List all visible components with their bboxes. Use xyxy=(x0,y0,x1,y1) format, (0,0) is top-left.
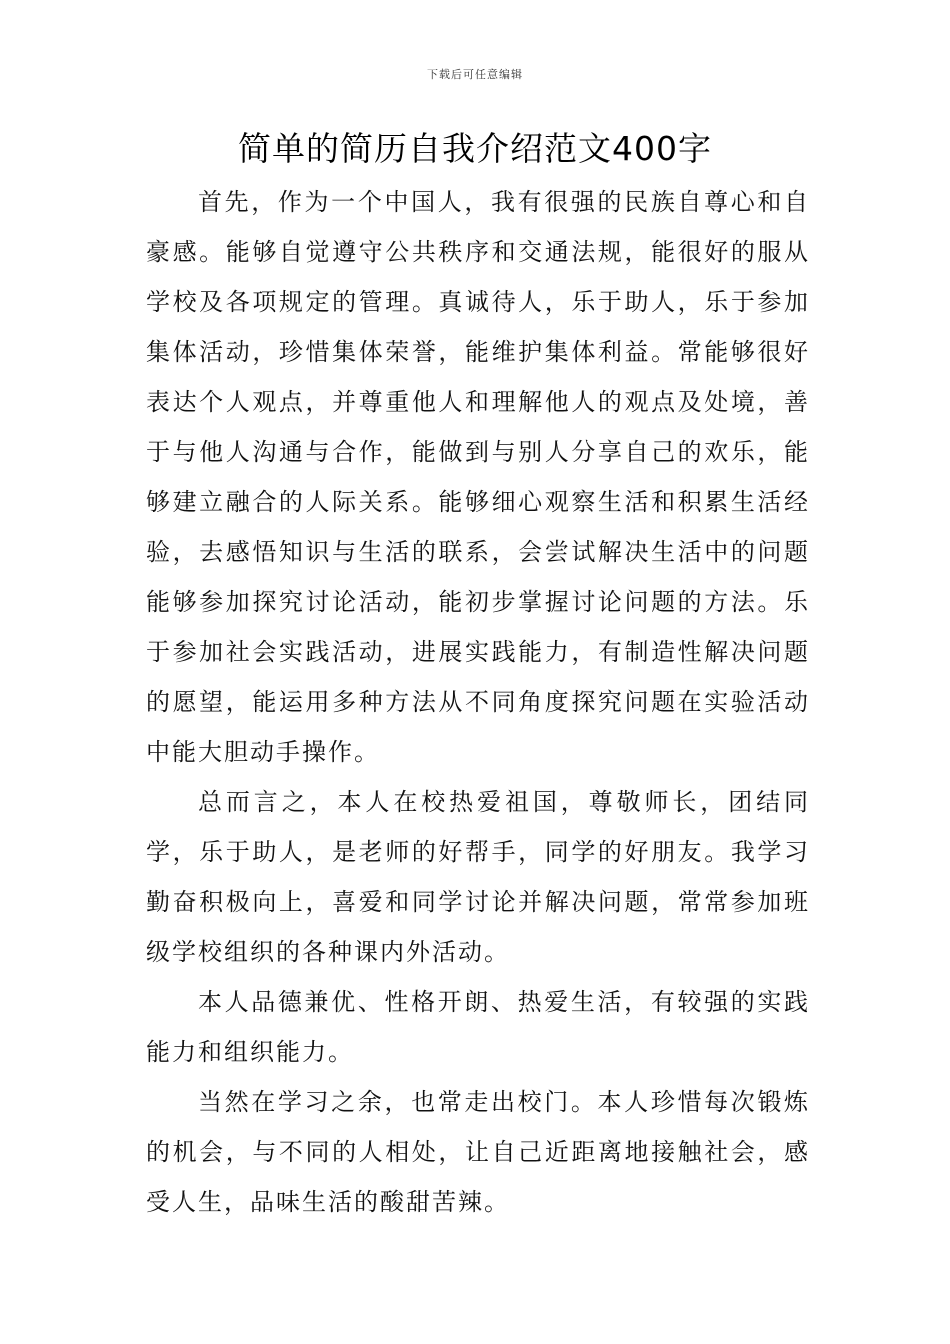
paragraph-2: 总而言之，本人在校热爱祖国，尊敬师长，团结同学，乐于助人，是老师的好帮手，同学的好朋友。我学习勤奋积极向上，喜爱和同学讨论并解决问题，常常参加班级学校组织的各种课内外活动。 xyxy=(146,788,810,966)
document-title: 简单的简历自我介绍范文400字 xyxy=(238,129,712,168)
paragraph-3: 本人品德兼优、性格开朗、热爱生活，有较强的实践能力和组织能力。 xyxy=(146,988,810,1066)
paragraph-4: 当然在学习之余，也常走出校门。本人珍惜每次锻炼的机会，与不同的人相处，让自己近距离地接触社会，感受人生，品味生活的酸甜苦辣。 xyxy=(146,1088,810,1216)
document-body xyxy=(146,177,810,1227)
paragraph-1: 首先，作为一个中国人，我有很强的民族自尊心和自豪感。能够自觉遵守公共秩序和交通法规，能很好的服从学校及各项规定的管理。真诚待人，乐于助人，乐于参加集体活动，珍惜集体荣誉，能维护集体利益。常能够很好表达个人观点，并尊重他人和理解他人的观点及处境，善于与他人沟通与合作，能做到与别人分享自己的欢乐，能够建立融合的人际关系。能够细心观察生活和积累生活经验，去感悟知识与生活的联系，会尝试解决生活中的问题能够参加探究讨论活动，能初步掌握讨论问题的方法。乐于参加社会实践活动，进展实践能力，有制造性解决问题的愿望，能运用多种方法从不同角度探究问题在实验活动中能大胆动手操作。 xyxy=(146,188,810,766)
header-note: 下载后可任意编辑 xyxy=(427,68,523,81)
